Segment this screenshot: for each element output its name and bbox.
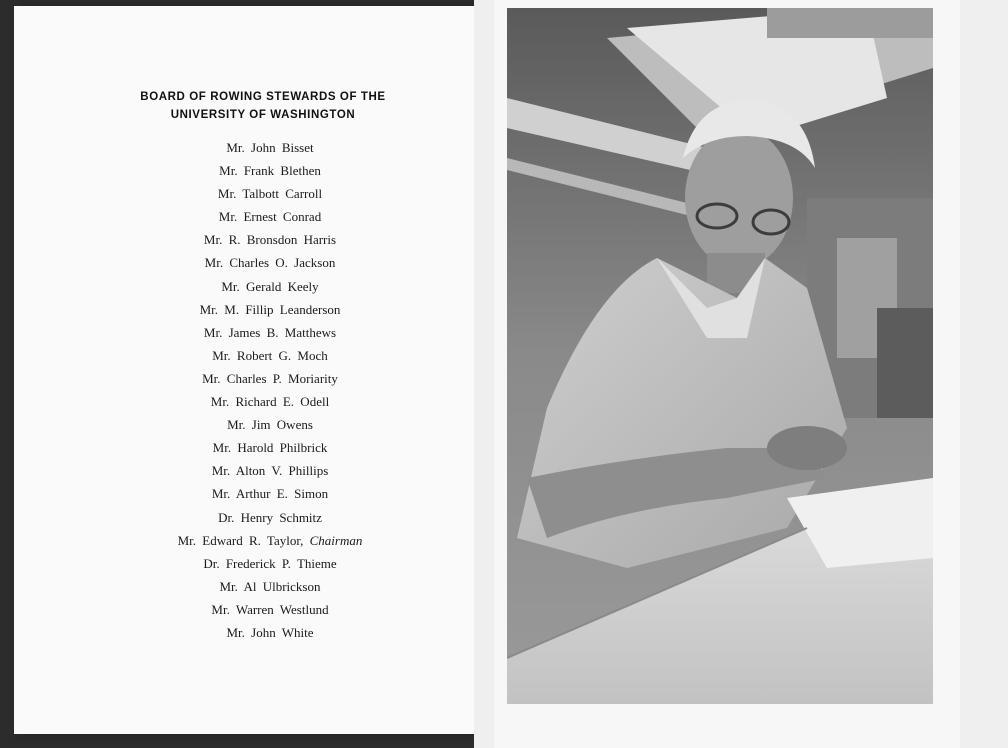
- member-entry: [120, 159, 420, 182]
- photograph-icon: [507, 8, 933, 704]
- member-name: Mr. Gerald Keely: [221, 278, 319, 294]
- member-name: Mr. Charles O. Jackson: [204, 255, 336, 271]
- member-name: Mr. Ernest Conrad: [218, 209, 322, 225]
- member-entry: [120, 506, 420, 529]
- member-entry: [120, 436, 420, 459]
- member-entry: [120, 413, 420, 436]
- member-name: Mr. Warren Westlund: [211, 601, 329, 617]
- member-entry: [120, 321, 420, 344]
- heading-line-1: BOARD OF ROWING STEWARDS OF THE: [140, 91, 386, 103]
- member-name: Mr. Edward R. Taylor,: [177, 532, 304, 548]
- member-entry: [120, 390, 420, 413]
- member-name: Dr. Henry Schmitz: [218, 509, 322, 525]
- members-list: [120, 136, 420, 644]
- member-name: Mr. Arthur E. Simon: [211, 486, 329, 502]
- member-entry: [120, 275, 420, 298]
- member-entry: [120, 344, 420, 367]
- member-role: Chairman: [309, 532, 363, 548]
- member-entry: [120, 621, 420, 644]
- member-name: Mr. Jim Owens: [227, 417, 313, 433]
- member-entry: [120, 598, 420, 621]
- member-entry: [120, 529, 420, 552]
- board-heading: [130, 88, 396, 124]
- member-name: Mr. Richard E. Odell: [210, 394, 330, 410]
- member-name: Mr. Al Ulbrickson: [219, 578, 321, 594]
- member-entry: [120, 367, 420, 390]
- member-name: Mr. Harold Philbrick: [212, 440, 328, 456]
- member-name: Mr. Alton V. Phillips: [211, 463, 329, 479]
- member-entry: [120, 182, 420, 205]
- member-name: Mr. John White: [226, 624, 314, 640]
- member-name: Mr. Charles P. Moriarity: [202, 370, 338, 386]
- member-name: Mr. Talbott Carroll: [217, 186, 323, 202]
- member-name: Mr. John Bisset: [226, 140, 314, 155]
- member-entry: [120, 552, 420, 575]
- member-entry: [120, 298, 420, 321]
- member-entry: [120, 251, 420, 274]
- member-name: Mr. R. Bronsdon Harris: [203, 232, 337, 248]
- member-name: Dr. Frederick P. Thieme: [203, 555, 337, 571]
- member-name: Mr. James B. Matthews: [203, 324, 337, 340]
- member-name: Mr. M. Fillip Leanderson: [199, 301, 341, 317]
- member-name: Mr. Robert G. Moch: [212, 347, 328, 363]
- member-name: Mr. Frank Blethen: [219, 163, 321, 179]
- member-entry: [120, 459, 420, 482]
- member-entry: [120, 482, 420, 505]
- member-entry: [120, 205, 420, 228]
- boatbuilder-photograph: [507, 8, 933, 704]
- member-entry: [120, 575, 420, 598]
- heading-line-2: UNIVERSITY OF WASHINGTON: [170, 109, 356, 121]
- member-entry: [120, 228, 420, 251]
- member-entry: [120, 136, 420, 159]
